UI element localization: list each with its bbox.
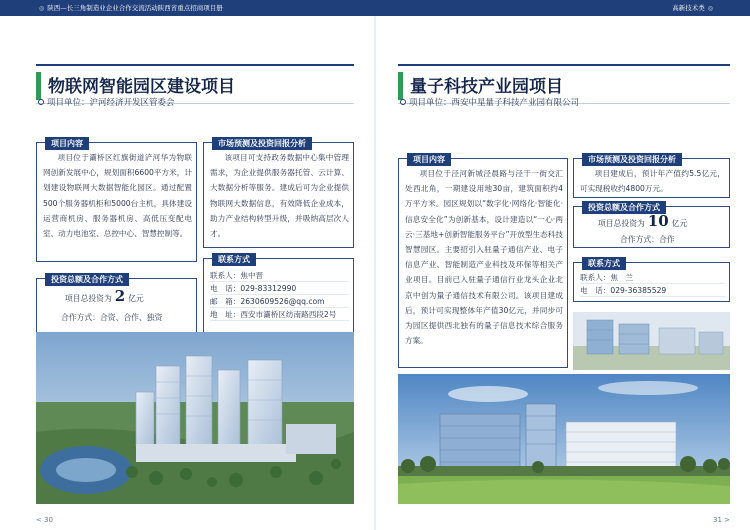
left-invest-unit: 亿元 <box>128 294 144 303</box>
right-unit-text: 项目单位：西安中星量子科技产业园有限公司 <box>409 98 580 108</box>
left-unit-text: 项目单位：沪河经济开发区管委会 <box>47 98 175 108</box>
right-invest-tab: 投资总额及合作方式 <box>582 201 666 214</box>
right-content-tab: 项目内容 <box>407 153 451 166</box>
left-market-paragraph: 该项目可支持政务数据中心集中管理需求，为企业提供服务器托管、云计算、大数据分析等服务。建成后可为企业提供物联网大数据信息，有效降低企业成本，助力产业结构转型升级，并吸纳高层次人才。 <box>210 153 349 239</box>
left-page <box>0 16 374 530</box>
left-contact-person: 联系人：焦中晋 <box>210 269 349 282</box>
right-content-paragraph: 项目位于泾河新城泾晨路与泾干一街交汇处西北角，一期建设用地30亩，建筑面积约4万平方米。园区规划以“数字化·网络化·智能化·信息安全化”为创新基本，设计建造以“一心·两云·三基地+创新智能服务平台”开放型生态科技智慧园区。主要招引入驻量子通信产业、电子信息产业、智能制造产业科技及环保等相关产业项目。目前已入驻量子通信行业龙头企业北京中创为量子通信技术有限公司。该项目建成后，预计可实现整体年产值30亿元，并同步可为园区提供西北独有的量子信息技术综合服务方案。 <box>405 169 563 346</box>
right-invest-value: 10 <box>647 212 669 230</box>
right-invest-unit: 亿元 <box>671 219 688 228</box>
left-content-text <box>43 150 192 241</box>
left-rendering-svg <box>36 332 354 504</box>
left-invest-coop: 合作方式：合资、合作、独资 <box>61 313 163 322</box>
header-right <box>672 0 716 17</box>
left-contact-address: 地 址：西安市灞桥区纺南路西段2号 <box>210 308 349 321</box>
left-project-unit <box>38 96 175 108</box>
header-left-text: 陕西—长三角制造业企业合作交流活动陕西省重点招商项目册 <box>47 4 223 12</box>
unit-bullet-icon <box>38 99 44 105</box>
left-invest-box <box>36 275 197 334</box>
right-page <box>376 16 750 530</box>
right-project-unit <box>400 96 579 108</box>
left-contact-phone: 电 话：029-83312990 <box>210 282 349 295</box>
header-marker-right: ◎ <box>707 5 713 12</box>
right-page-number: 31 > <box>713 516 730 524</box>
right-content-text <box>405 166 563 348</box>
right-contact-phone: 电 话：029-36385529 <box>580 284 725 297</box>
header-left <box>36 0 223 17</box>
left-contact-list <box>210 269 349 321</box>
header-marker-left: ◎ <box>39 5 45 12</box>
right-invest-total <box>598 212 687 230</box>
right-page-title: 量子科技产业园项目 <box>410 77 563 97</box>
left-invest-value: 2 <box>114 287 126 305</box>
right-contact-tab: 联系方式 <box>582 257 626 270</box>
left-page-title: 物联网智能园区建设项目 <box>48 77 235 97</box>
right-invest-coop: 合作方式：合作 <box>620 235 675 244</box>
left-page-number: < 30 <box>36 516 53 524</box>
left-content-paragraph: 项目位于灞桥区红旗街道浐河华为物联网创新发展中心，规划面积6600平方米，计划建设物联网大数据智能化园区。通过配置500个服务器机柜和5000台主机，具体建设运营商机房、服务器机房、高低压变配电室、动力电池室、总控中心、智慧控制等。 <box>43 153 192 239</box>
right-invest-box <box>573 203 730 248</box>
right-aerial-svg <box>573 312 730 370</box>
unit-bullet-icon <box>400 99 406 105</box>
right-aerial-image <box>573 312 730 370</box>
left-market-box <box>203 139 354 248</box>
left-invest-total <box>65 287 144 305</box>
header-bar <box>0 0 750 16</box>
left-content-box <box>36 139 197 262</box>
right-rendering-svg <box>398 374 730 504</box>
left-content-tab: 项目内容 <box>45 137 89 150</box>
left-market-text <box>210 150 349 241</box>
right-park-rendering-image <box>398 374 730 504</box>
right-contact-box <box>573 259 730 302</box>
right-contact-list <box>580 271 725 297</box>
right-market-box <box>573 155 730 198</box>
left-invest-prefix: 项目总投资为 <box>65 294 112 303</box>
left-market-tab: 市场预测及投资回报分析 <box>212 137 312 150</box>
right-market-paragraph: 项目建成后，预计年产值约5.5亿元，可实现税收约4800万元。 <box>580 169 725 194</box>
right-content-box <box>398 155 568 368</box>
header-right-text: 高新技术类 <box>672 4 705 12</box>
right-market-text <box>580 166 725 196</box>
left-contact-email: 邮 箱：2630609526@qq.com <box>210 295 349 308</box>
right-invest-prefix: 项目总投资为 <box>598 219 645 228</box>
left-park-rendering-image <box>36 332 354 504</box>
right-market-tab: 市场预测及投资回报分析 <box>582 153 682 166</box>
left-contact-tab: 联系方式 <box>212 253 256 266</box>
left-invest-tab: 投资总额及合作方式 <box>45 273 129 286</box>
right-contact-person: 联系人：焦 兰 <box>580 271 725 284</box>
left-contact-box <box>203 255 354 334</box>
